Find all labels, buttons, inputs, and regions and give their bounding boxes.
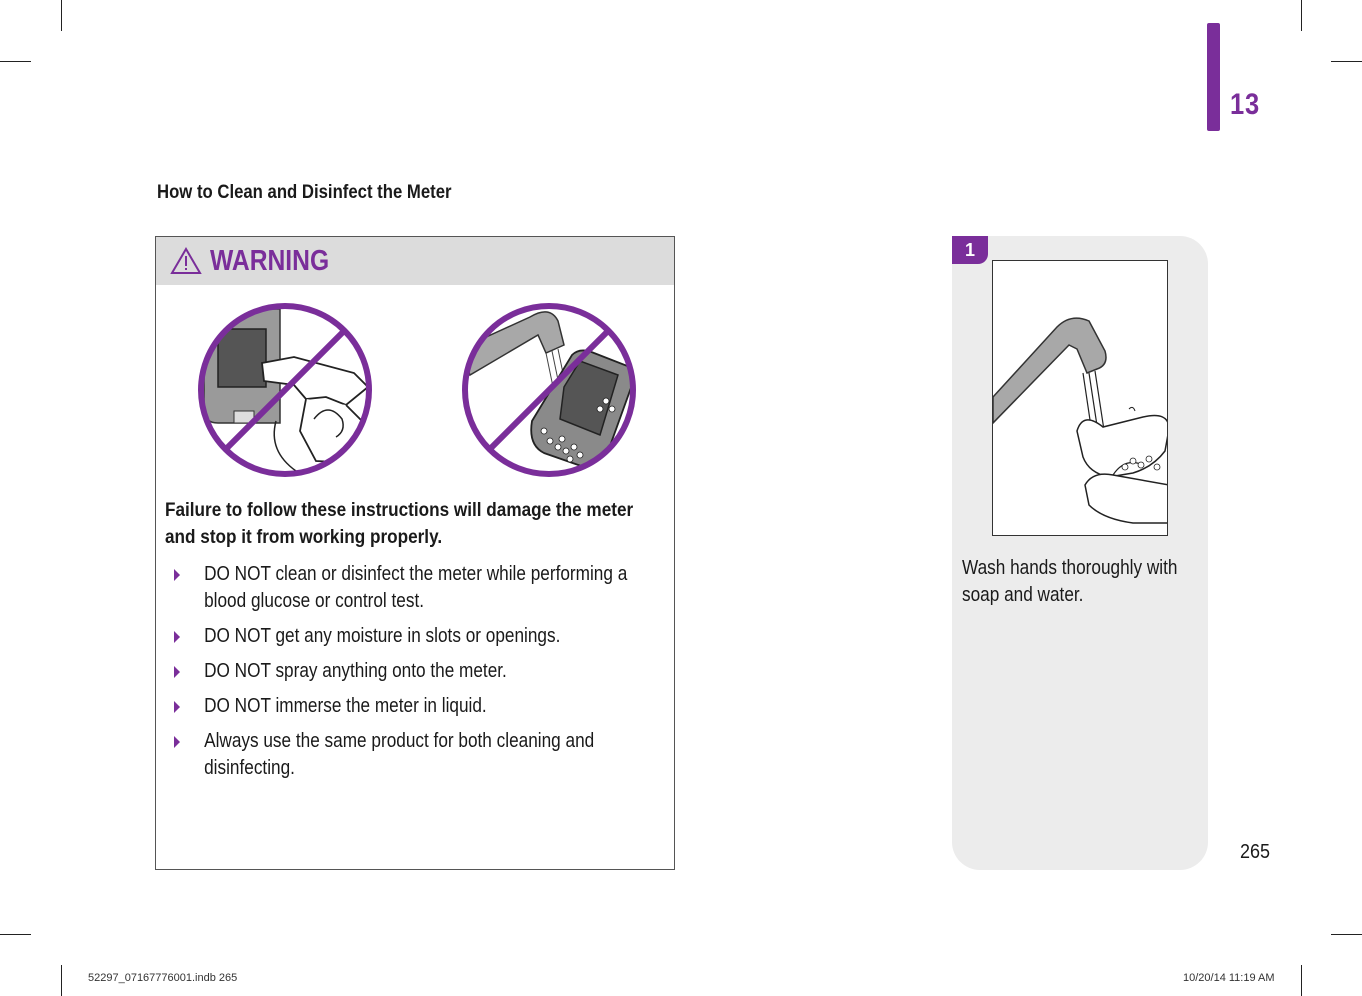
bullet-triangle-icon [174, 569, 180, 581]
step-number-badge: 1 [952, 236, 988, 264]
list-item [174, 728, 656, 782]
hand-washing-icon [993, 261, 1168, 536]
chapter-number: 13 [1230, 88, 1261, 121]
bullet-text: DO NOT immerse the meter in liquid. [204, 695, 487, 717]
warning-header [156, 237, 674, 285]
list-item [174, 561, 656, 615]
crop-mark [0, 934, 31, 935]
bullet-text: DO NOT clean or disinfect the meter while performing a blood glucose or control test. [204, 563, 628, 612]
crop-mark [61, 965, 62, 996]
bullet-triangle-icon [174, 666, 180, 678]
chapter-tab-bar [1207, 23, 1220, 131]
no-spray-bottle-icon [196, 301, 374, 479]
list-item [174, 623, 656, 650]
warning-bullet-list [174, 561, 734, 790]
crop-mark [0, 61, 31, 62]
list-item [174, 658, 656, 685]
crop-mark [1331, 61, 1362, 62]
crop-mark [61, 0, 62, 31]
print-slug-right: 10/20/14 11:19 AM [1183, 972, 1275, 984]
crop-mark [1331, 934, 1362, 935]
bullet-triangle-icon [174, 631, 180, 643]
print-slug-left: 52297_07167776001.indb 265 [88, 972, 238, 984]
bullet-triangle-icon [174, 701, 180, 713]
bullet-triangle-icon [174, 736, 180, 748]
bullet-text: DO NOT spray anything onto the meter. [204, 660, 507, 682]
page-number: 265 [1240, 841, 1271, 863]
warning-box [155, 236, 675, 870]
bullet-text: DO NOT get any moisture in slots or openings. [204, 625, 561, 647]
section-title: How to Clean and Disinfect the Meter [157, 182, 452, 203]
crop-mark [1301, 965, 1302, 996]
step-image-frame [992, 260, 1168, 536]
warning-lead-text: Failure to follow these instructions will damage the meter and stop it from working properly. [165, 499, 634, 548]
crop-mark [1301, 0, 1302, 31]
no-running-water-icon [460, 301, 638, 479]
warning-title: WARNING [210, 244, 330, 277]
bullet-text: Always use the same product for both cleaning and disinfecting. [204, 730, 595, 779]
list-item [174, 693, 656, 720]
warning-triangle-icon [170, 247, 202, 275]
step-instruction-text: Wash hands thoroughly with soap and water. [962, 557, 1178, 606]
